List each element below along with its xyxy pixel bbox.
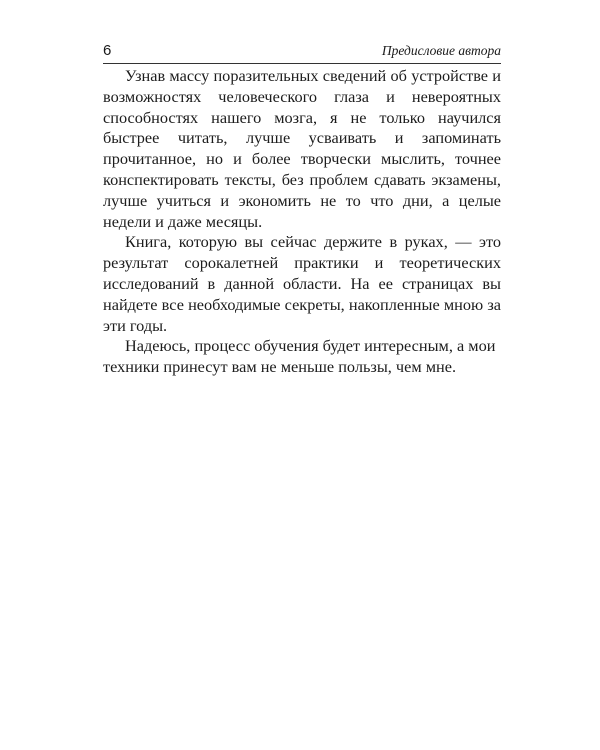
page-header — [103, 40, 501, 62]
paragraph-2: Книга, которую вы сейчас держите в руках, — это результат сорокалетней практики и теоретических исследований в данной области. На ее страницах вы найдете все необходимые секреты, накопленные мною за эти годы. — [103, 232, 501, 335]
running-head: Предисловие автора — [381, 43, 501, 58]
page-number: 6 — [103, 42, 112, 59]
header-rule — [103, 63, 501, 64]
paragraph-3: Надеюсь, процесс обучения будет интересным, а мои техники принесут вам не меньше пользы, чем мне. — [103, 336, 496, 377]
body-text — [103, 66, 501, 378]
paragraph-1: Узнав массу поразительных сведений об устройстве и возможностях человеческого глаза и невероятных способностях нашего мозга, я не только научился быстрее читать, лучше усваивать и запоминать прочитанное, но и более творчески мыслить, точнее конспектировать тексты, без проблем сдавать экзамены, лучше учиться и экономить не то что дни, а целые недели и даже месяцы. — [103, 66, 501, 231]
